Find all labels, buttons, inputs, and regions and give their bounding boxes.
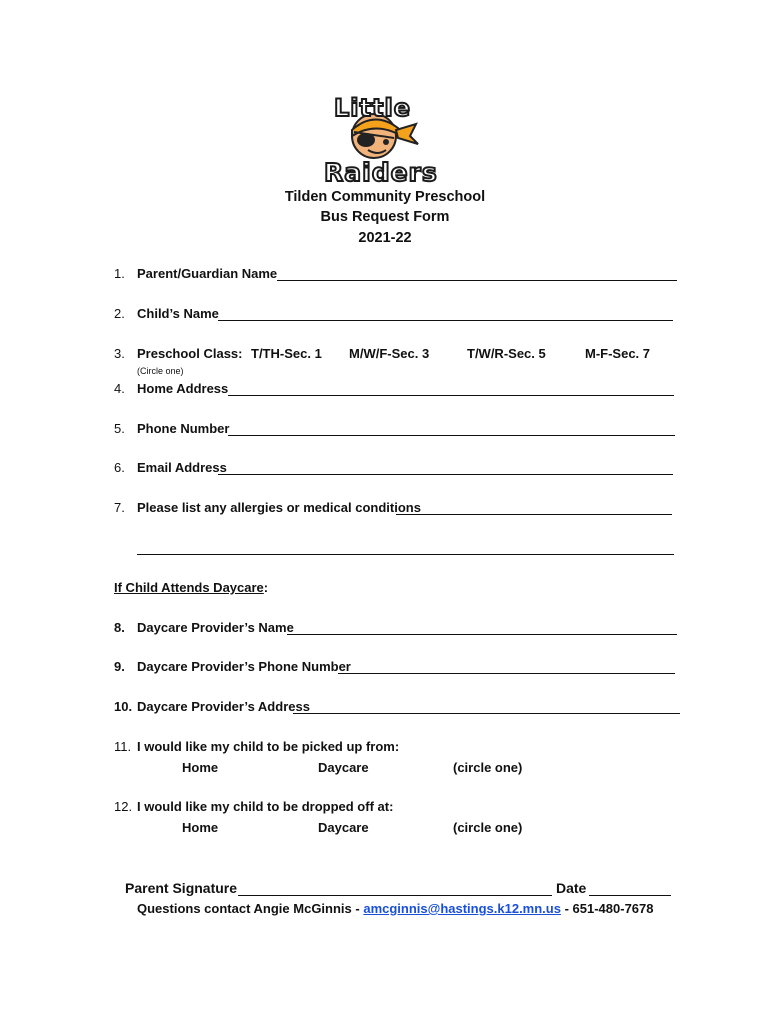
contact-line [137, 901, 654, 916]
q9-number: 9. [114, 659, 125, 674]
signature-label: Parent Signature [125, 880, 238, 896]
school-year: 2021-22 [358, 230, 412, 246]
q4-label: Home Address [137, 381, 229, 396]
contact-email-link[interactable]: amcginnis@hastings.k12.mn.us [363, 901, 561, 916]
q4-input-line[interactable] [228, 395, 674, 396]
q11-option-daycare[interactable]: Daycare [318, 760, 369, 775]
q1-input-line[interactable] [277, 280, 677, 281]
q4-number: 4. [114, 381, 125, 396]
q2-label: Child’s Name [137, 306, 219, 321]
q5-input-line[interactable] [228, 435, 675, 436]
contact-prefix: Questions contact Angie McGinnis - [137, 901, 360, 916]
q6-number: 6. [114, 460, 125, 475]
q9-input-line[interactable] [338, 673, 675, 674]
q7-number: 7. [114, 500, 125, 515]
q11-option-home[interactable]: Home [182, 760, 219, 775]
q6-input-line[interactable] [218, 474, 673, 475]
q2-input-line[interactable] [218, 320, 673, 321]
q3-option-mwf[interactable]: M/W/F-Sec. 3 [349, 346, 430, 361]
q1-label: Parent/Guardian Name [137, 266, 278, 281]
q3-option-tth[interactable]: T/TH-Sec. 1 [251, 346, 322, 361]
q3-label: Preschool Class: [137, 346, 243, 361]
daycare-heading-text: If Child Attends Daycare [114, 580, 264, 595]
q10-label: Daycare Provider’s Address [137, 699, 310, 714]
q12-number: 12. [114, 799, 133, 814]
q12-option-home[interactable]: Home [182, 820, 219, 835]
q11-circle-note: (circle one) [453, 760, 523, 775]
date-line[interactable] [589, 895, 671, 896]
school-name: Tilden Community Preschool [284, 189, 486, 205]
q7-label: Please list any allergies or medical conditions [137, 500, 421, 515]
logo-word-raiders: Raiders [324, 158, 438, 187]
q11-number: 11. [114, 739, 132, 754]
q5-number: 5. [114, 421, 125, 436]
q8-input-line[interactable] [287, 634, 677, 635]
q12-circle-note: (circle one) [453, 820, 523, 835]
q7-input-line-2[interactable] [137, 554, 674, 555]
daycare-heading-colon: : [263, 580, 269, 595]
q5-label: Phone Number [137, 421, 230, 436]
daycare-heading [114, 580, 268, 595]
signature-line[interactable] [238, 895, 552, 896]
q2-number: 2. [114, 306, 125, 321]
q10-input-line[interactable] [293, 713, 680, 714]
q11-label: I would like my child to be picked up from: [137, 739, 400, 754]
q6-label: Email Address [137, 460, 227, 475]
q10-number: 10. [114, 699, 133, 714]
q3-option-twr[interactable]: T/W/R-Sec. 5 [467, 346, 546, 361]
q9-label: Daycare Provider’s Phone Number [137, 659, 351, 674]
little-raiders-logo [324, 92, 438, 190]
q3-number: 3. [114, 346, 125, 361]
q3-circle-note: (Circle one) [137, 366, 184, 376]
contact-phone: - 651-480-7678 [564, 901, 654, 916]
q12-option-daycare[interactable]: Daycare [318, 820, 369, 835]
q1-number: 1. [114, 266, 125, 281]
q8-number: 8. [114, 620, 125, 635]
form-title: Bus Request Form [320, 209, 450, 225]
q8-label: Daycare Provider’s Name [137, 620, 294, 635]
logo-word-little: Little [334, 94, 411, 122]
q3-option-mf[interactable]: M-F-Sec. 7 [585, 346, 651, 361]
date-label: Date [556, 880, 587, 896]
q12-label: I would like my child to be dropped off at: [137, 799, 394, 814]
q7-input-line[interactable] [396, 514, 672, 515]
